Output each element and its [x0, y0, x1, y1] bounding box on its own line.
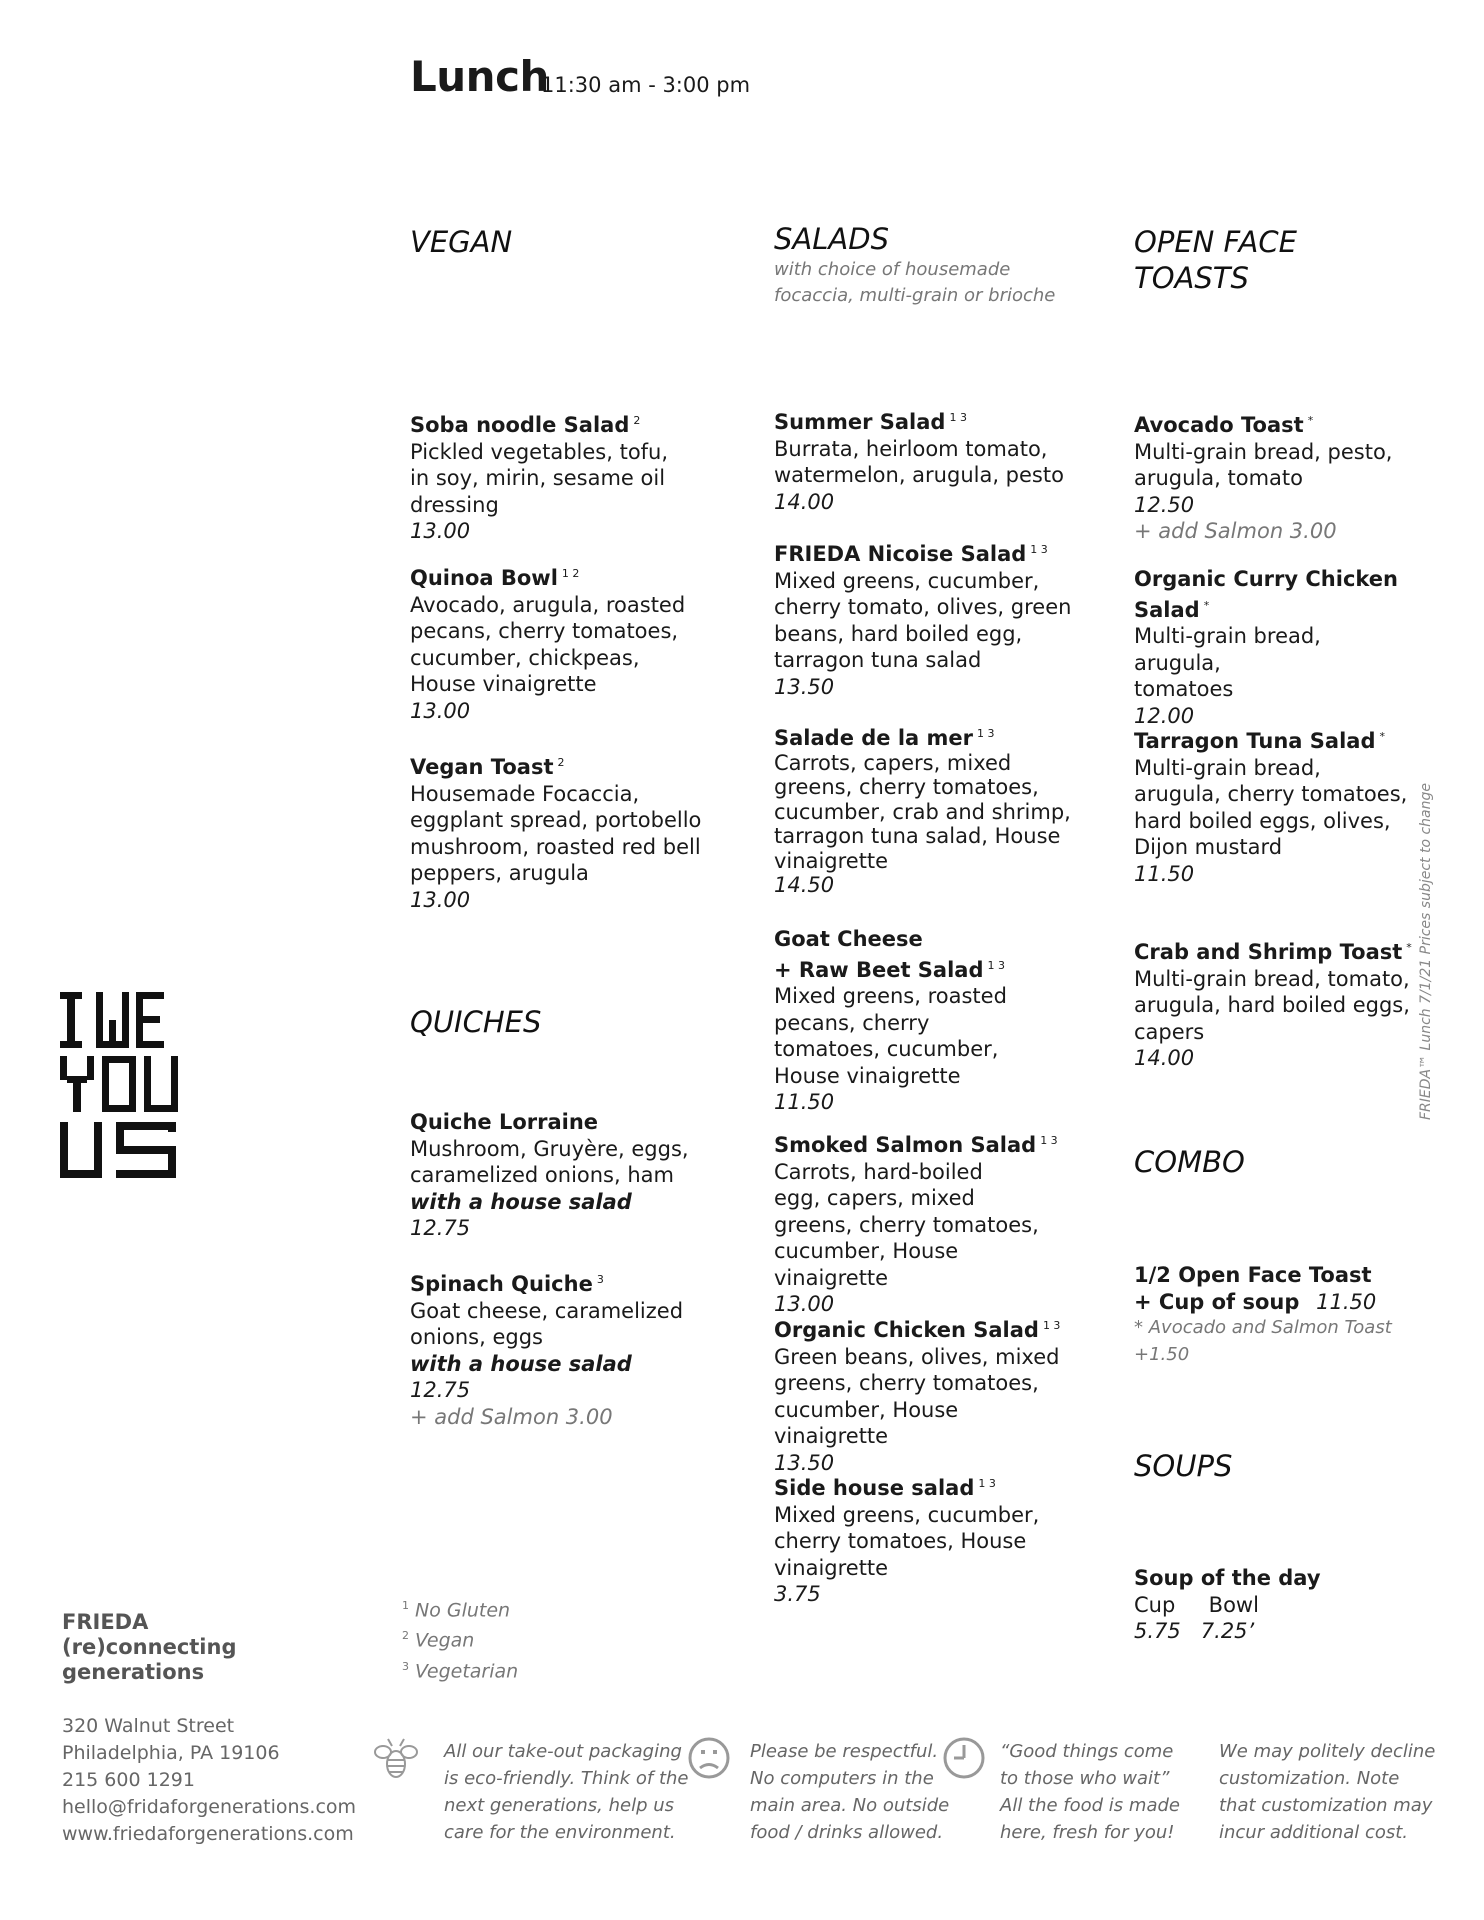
legend-item: $^3$ Vegetarian	[402, 1659, 519, 1682]
menu-item-salade-de-la-mer: Salade de la mer $^{1 3}$ Carrots, capers, mixed greens, cherry tomatoes, cucumber, crab and shrimp, tarragon tuna salad, House vinaigrette 14.50	[774, 726, 1071, 897]
lunch-hours: 11:30 am - 3:00 pm	[541, 73, 751, 97]
bee-icon	[372, 1736, 420, 1784]
footer-note-customization: We may politely decline customization. Note that customization may incur additional cost.	[1219, 1741, 1436, 1843]
email-link[interactable]: hello@fridaforgenerations.com	[62, 1796, 357, 1818]
contact-address	[62, 1713, 356, 1848]
menu-item-avocado-toast: Avocado Toast * Multi-grain bread, pesto, arugula, tomato 12.50 + add Salmon 3.00	[1134, 413, 1393, 543]
vertical-price-note: FRIEDA™ Lunch 7/1/21 Prices subject to change	[1418, 782, 1434, 1120]
section-heading-vegan: VEGAN	[410, 225, 513, 259]
footer-note-respect: Please be respectful. No computers in the main area. No outside food / drinks allowed.	[750, 1741, 950, 1843]
city: Philadelphia, PA 19106	[62, 1742, 280, 1764]
website-link[interactable]: www.friedaforgenerations.com	[62, 1823, 354, 1845]
menu-item-soba-noodle-salad: Soba noodle Salad $^2$ Pickled vegetables, tofu, in soy, mirin, sesame oil dressing 13.00	[410, 413, 669, 543]
menu-item-quiche-lorraine: Quiche Lorraine Mushroom, Gruyère, eggs, caramelized onions, ham with a house salad 12.75	[410, 1110, 689, 1240]
menu-item-vegan-toast: Vegan Toast $^2$ Housemade Focaccia, eggplant spread, portobello mushroom, roasted red bell peppers, arugula 13.00	[410, 755, 702, 912]
legend-item: $^2$ Vegan	[402, 1629, 475, 1652]
menu-item-combo: 1/2 Open Face Toast + Cup of soup 11.50 * Avocado and Salmon Toast +1.50	[1134, 1263, 1392, 1365]
menu-item-tarragon-tuna-salad: Tarragon Tuna Salad * Multi-grain bread, arugula, cherry tomatoes, hard boiled eggs, olives, Dijon mustard 11.50	[1134, 729, 1408, 886]
menu-item-organic-curry-chicken-salad: Organic Curry Chicken Salad * Multi-grain bread, arugula, tomatoes 12.00	[1134, 567, 1398, 728]
footer-note-fresh-food: “Good things come to those who wait” All the food is made here, fresh for you!	[1000, 1741, 1180, 1843]
menu-item-frieda-nicoise-salad: FRIEDA Nicoise Salad $^{1 3}$ Mixed greens, cucumber, cherry tomato, olives, green beans, hard boiled egg, tarragon tuna salad 13.50	[774, 542, 1072, 699]
sad-face-icon	[687, 1736, 731, 1780]
dietary-legend	[402, 1593, 518, 1684]
clock-icon	[942, 1736, 986, 1780]
section-heading-combo: COMBO	[1134, 1145, 1245, 1179]
menu-item-quinoa-bowl: Quinoa Bowl $^{1 2}$ Avocado, arugula, roasted pecans, cherry tomatoes, cucumber, chickpeas, House vinaigrette 13.00	[410, 566, 686, 723]
menu-item-side-house-salad: Side house salad $^{1 3}$ Mixed greens, cucumber, cherry tomatoes, House vinaigrette 3.75	[774, 1476, 1040, 1606]
menu-item-organic-chicken-salad: Organic Chicken Salad $^{1 3}$ Green beans, olives, mixed greens, cherry tomatoes, cucumber, House vinaigrette 13.50	[774, 1318, 1061, 1475]
section-heading-salads-block	[774, 221, 1074, 309]
menu-item-soup-of-the-day: Soup of the day Cup Bowl 5.75 7.25’	[1134, 1566, 1321, 1643]
footer-note-packaging: All our take-out packaging is eco-friendly. Think of the next generations, help us care for the environment.	[444, 1741, 689, 1843]
i-we-you-us-logo	[60, 992, 190, 1192]
legend-item: $^1$ No Gluten	[402, 1599, 511, 1622]
section-heading-quiches: QUICHES	[410, 1005, 542, 1039]
page-title: Lunch	[410, 52, 549, 101]
salads-subheading: with choice of housemade focaccia, multi-grain or brioche	[774, 259, 1056, 306]
section-heading-salads: SALADS	[774, 222, 889, 256]
street: 320 Walnut Street	[62, 1715, 235, 1737]
menu-item-summer-salad: Summer Salad $^{1 3}$ Burrata, heirloom tomato, watermelon, arugula, pesto 14.00	[774, 410, 1064, 514]
section-heading-toasts: OPEN FACE TOASTS	[1134, 225, 1297, 295]
brand-block: FRIEDA (re)connecting generations	[62, 1610, 237, 1684]
menu-item-spinach-quiche: Spinach Quiche $^3$ Goat cheese, caramelized onions, eggs with a house salad 12.75 + add Salmon 3.00	[410, 1272, 684, 1429]
menu-item-smoked-salmon-salad: Smoked Salmon Salad $^{1 3}$ Carrots, hard-boiled egg, capers, mixed greens, cherry tomatoes, cucumber, House vinaigrette 13.00	[774, 1133, 1058, 1316]
menu-item-goat-cheese-raw-beet-salad: Goat Cheese + Raw Beet Salad $^{1 3}$ Mixed greens, roasted pecans, cherry tomatoes, cucumber, House vinaigrette 11.50	[774, 927, 1007, 1114]
menu-item-crab-and-shrimp-toast: Crab and Shrimp Toast * Multi-grain bread, tomato, arugula, hard boiled eggs, capers 14.00	[1134, 940, 1412, 1070]
phone: 215 600 1291	[62, 1769, 195, 1791]
section-heading-soups: SOUPS	[1134, 1449, 1233, 1483]
